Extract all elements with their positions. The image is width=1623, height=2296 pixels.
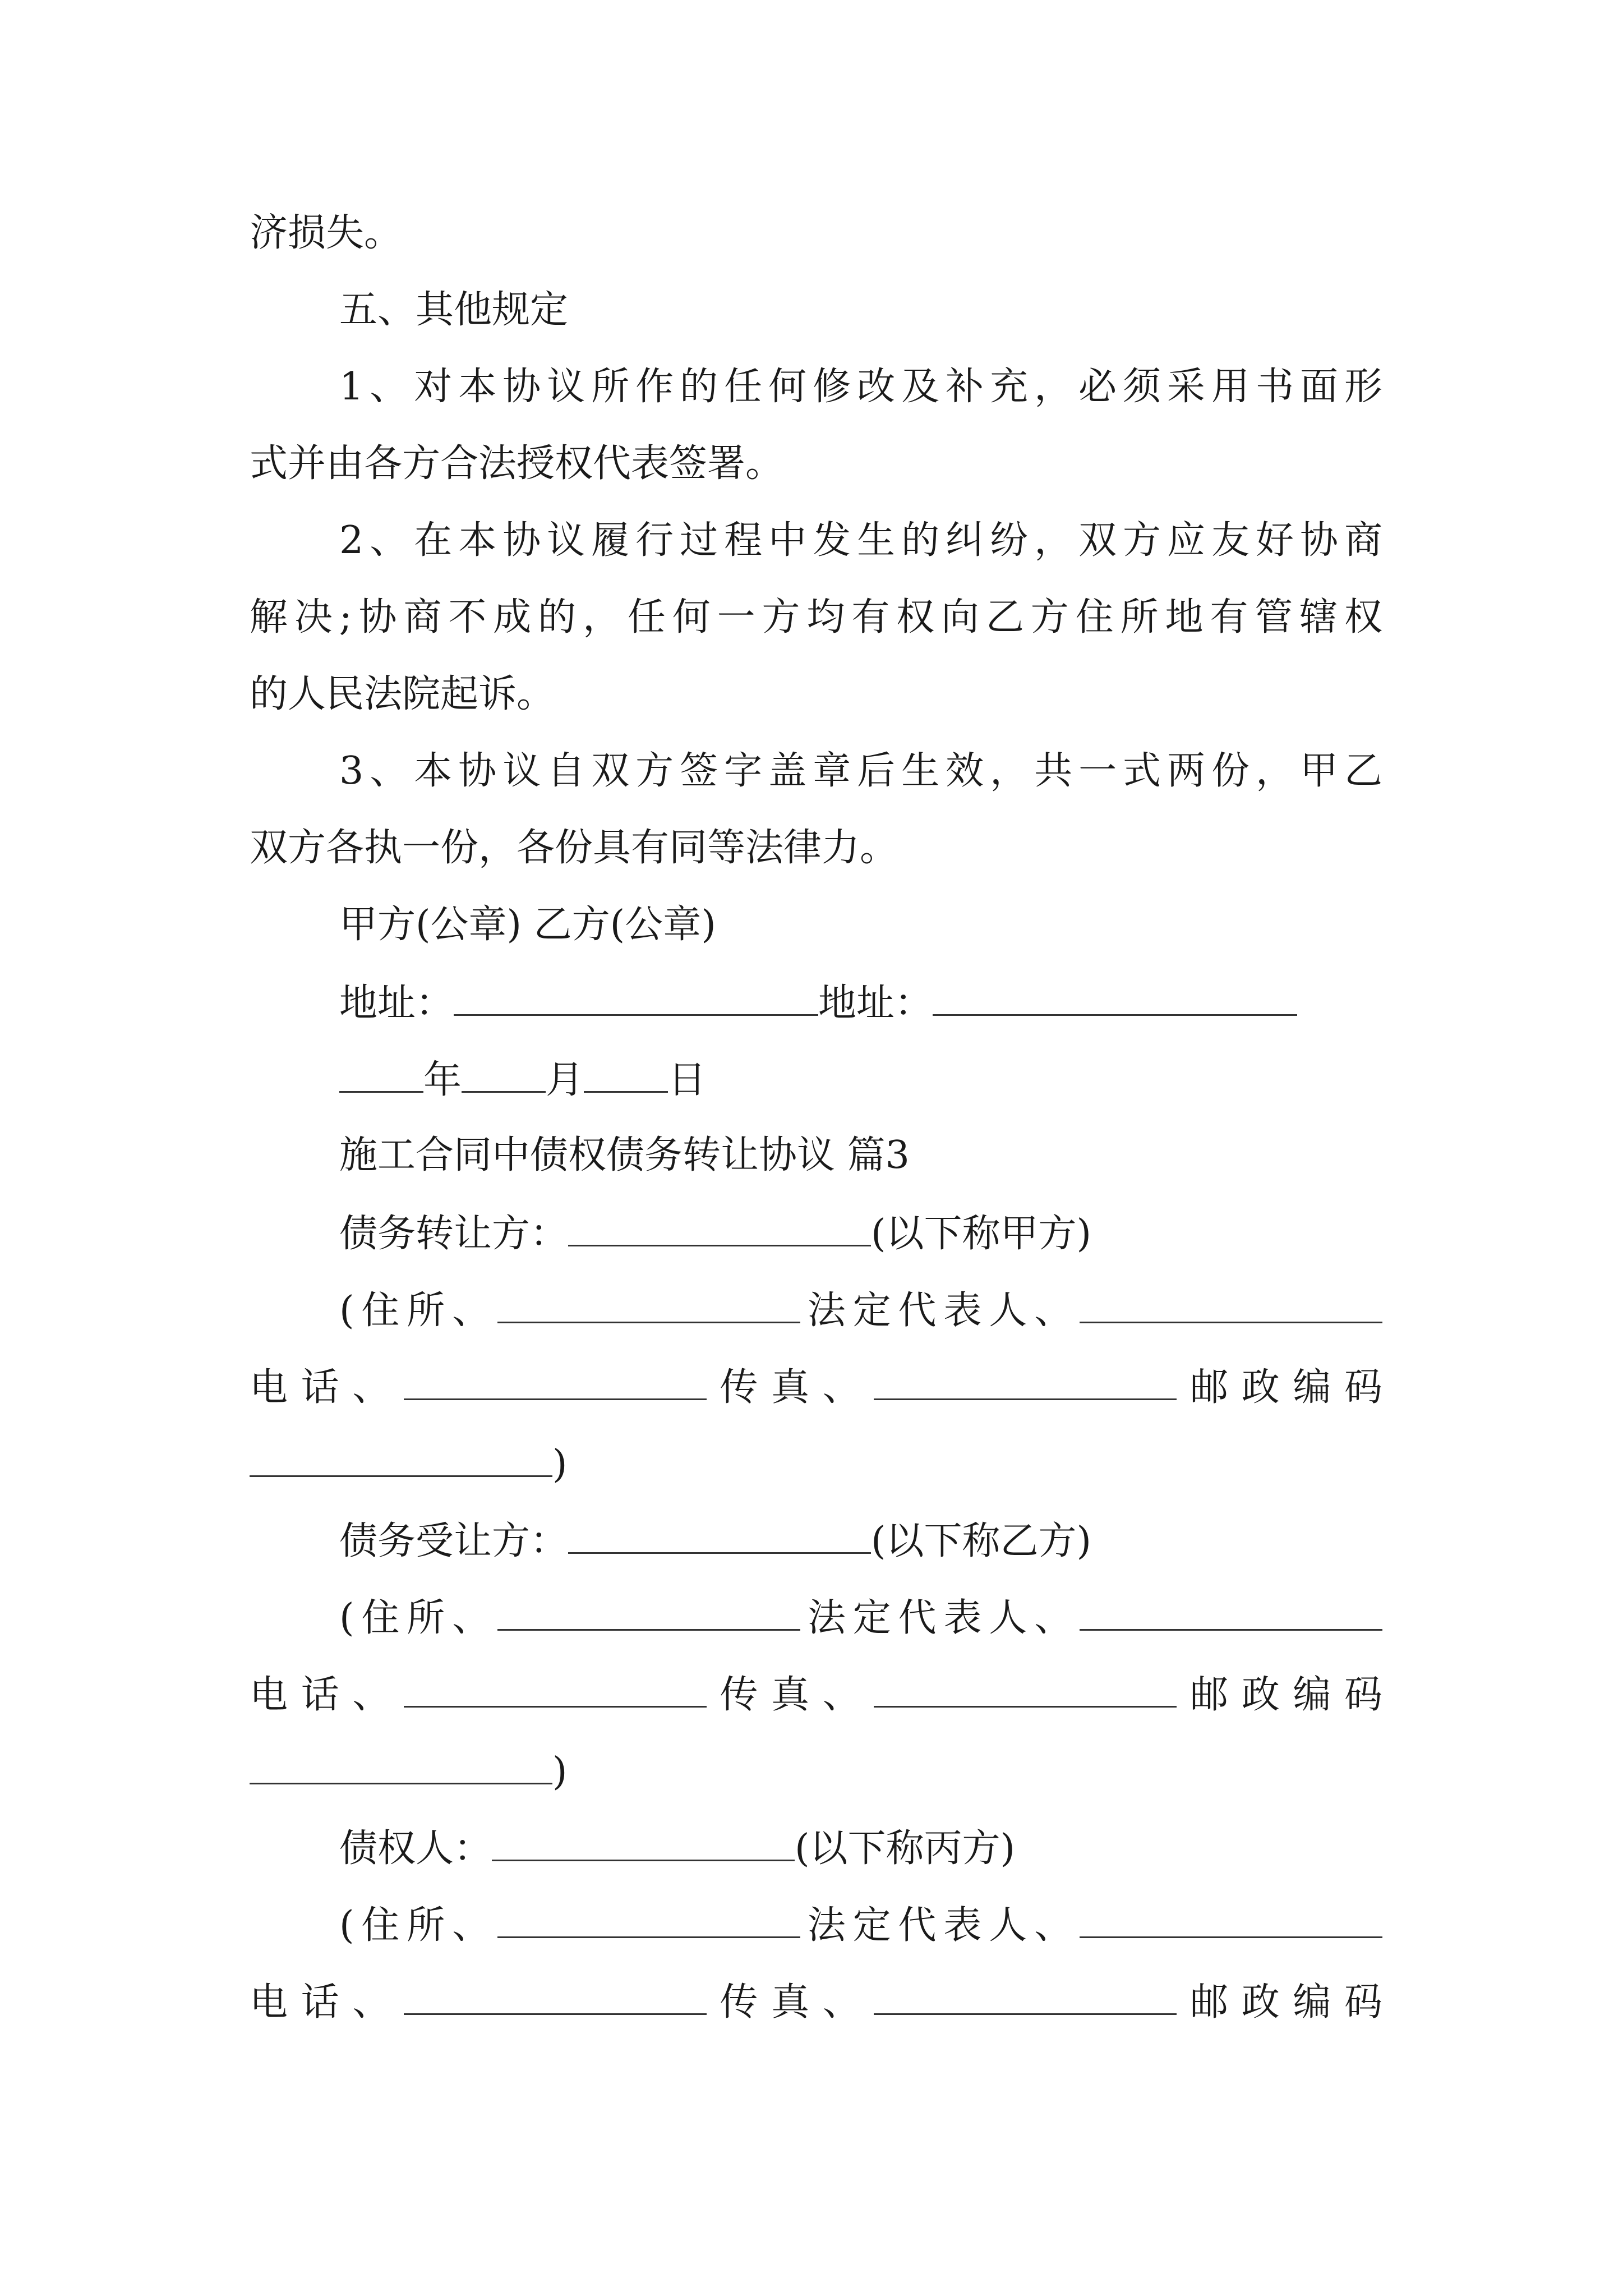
paragraph-line: [250, 820, 1382, 896]
postal-label: 邮政编码: [1177, 1365, 1382, 1410]
paragraph-line: [339, 359, 1382, 435]
section-heading: [339, 282, 1382, 358]
legal-rep-blank: [1080, 1281, 1382, 1323]
legal-rep-label: 法定代表人、: [800, 1289, 1080, 1333]
text: 五、其他规定: [339, 288, 569, 332]
paragraph-line: [250, 436, 1382, 512]
day-label: 日: [668, 1058, 707, 1102]
party-label: 债务受让方：: [339, 1519, 569, 1563]
month-blank: [462, 1051, 546, 1093]
postal-label: 邮政编码: [1177, 1980, 1382, 2024]
text: 济损失。: [250, 211, 403, 255]
party-c-line: [339, 1819, 1382, 1895]
residence-blank: [497, 1589, 800, 1631]
month-label: 月: [546, 1058, 584, 1102]
text: 3、本协议自双方签字盖章后生效，共一式两份，甲乙: [339, 749, 1382, 793]
party-label: 债权人：: [339, 1826, 492, 1871]
fax-label: 传真、: [706, 1980, 874, 2024]
address-label: 地址：: [339, 981, 454, 1025]
close-paren: ): [552, 1750, 568, 1794]
text: 双方各执一份，各份具有同等法律力。: [250, 826, 898, 870]
address-line: [339, 974, 1382, 1050]
legal-rep-label: 法定代表人、: [800, 1596, 1080, 1640]
fax-label: 传真、: [706, 1673, 874, 1717]
party-a-line: [339, 1204, 1382, 1281]
legal-rep-label: 法定代表人、: [800, 1903, 1080, 1948]
party-label: 债务转让方：: [339, 1212, 569, 1256]
residence-label: (住所、: [339, 1596, 497, 1640]
fax-blank: [874, 1665, 1177, 1708]
fax-label: 传真、: [706, 1365, 874, 1410]
fax-blank: [874, 1358, 1177, 1400]
postal-blank: [250, 1435, 552, 1477]
party-a-postal: [250, 1435, 1382, 1511]
phone-blank: [404, 1358, 707, 1400]
party-suffix: (以下称甲方): [871, 1212, 1092, 1256]
phone-label: 电话、: [250, 1365, 404, 1410]
section-title: [339, 1128, 1382, 1204]
text: 1、对本协议所作的任何修改及补充，必须采用书面形: [339, 365, 1382, 409]
seal-line: [339, 897, 1382, 973]
phone-blank: [404, 1665, 707, 1708]
fax-blank: [874, 1973, 1177, 2015]
text: 甲方(公章) 乙方(公章): [339, 903, 716, 947]
residence-blank: [497, 1896, 800, 1938]
date-line: [339, 1051, 1382, 1127]
phone-blank: [404, 1973, 707, 2015]
text: 施工合同中债权债务转让协议 篇3: [339, 1133, 910, 1177]
paragraph-line: [250, 666, 1382, 743]
party-c-contact: [250, 1973, 1382, 2049]
paragraph-line: [250, 590, 1382, 666]
paragraph-line: [339, 513, 1382, 589]
address-blank: [454, 974, 818, 1016]
party-suffix: (以下称乙方): [871, 1519, 1092, 1563]
name-blank: [568, 1204, 871, 1246]
party-a-details: [339, 1281, 1382, 1358]
text: 2、在本协议履行过程中发生的纠纷，双方应友好协商: [339, 518, 1382, 563]
paragraph-line: [250, 205, 1382, 282]
residence-blank: [497, 1281, 800, 1323]
party-a-contact: [250, 1358, 1382, 1434]
address-label: 地址：: [818, 981, 933, 1025]
party-b-line: [339, 1512, 1382, 1588]
text: 解决;协商不成的，任何一方均有权向乙方住所地有管辖权: [250, 595, 1382, 639]
party-c-details: [339, 1896, 1382, 1972]
phone-label: 电话、: [250, 1980, 404, 2024]
legal-rep-blank: [1080, 1896, 1382, 1938]
legal-rep-blank: [1080, 1589, 1382, 1631]
postal-blank: [250, 1742, 552, 1784]
residence-label: (住所、: [339, 1903, 497, 1948]
text: 的人民法院起诉。: [250, 672, 555, 716]
phone-label: 电话、: [250, 1673, 404, 1717]
name-blank: [492, 1819, 795, 1861]
name-blank: [568, 1512, 871, 1554]
party-suffix: (以下称丙方): [795, 1826, 1016, 1871]
paragraph-line: [339, 743, 1382, 820]
close-paren: ): [552, 1442, 568, 1487]
party-b-details: [339, 1589, 1382, 1665]
party-b-postal: [250, 1742, 1382, 1819]
party-b-contact: [250, 1665, 1382, 1742]
day-blank: [584, 1051, 668, 1093]
address-blank: [933, 974, 1297, 1016]
text: 式并由各方合法授权代表签署。: [250, 441, 784, 486]
postal-label: 邮政编码: [1177, 1673, 1382, 1717]
year-blank: [339, 1051, 423, 1093]
year-label: 年: [423, 1058, 462, 1102]
residence-label: (住所、: [339, 1289, 497, 1333]
